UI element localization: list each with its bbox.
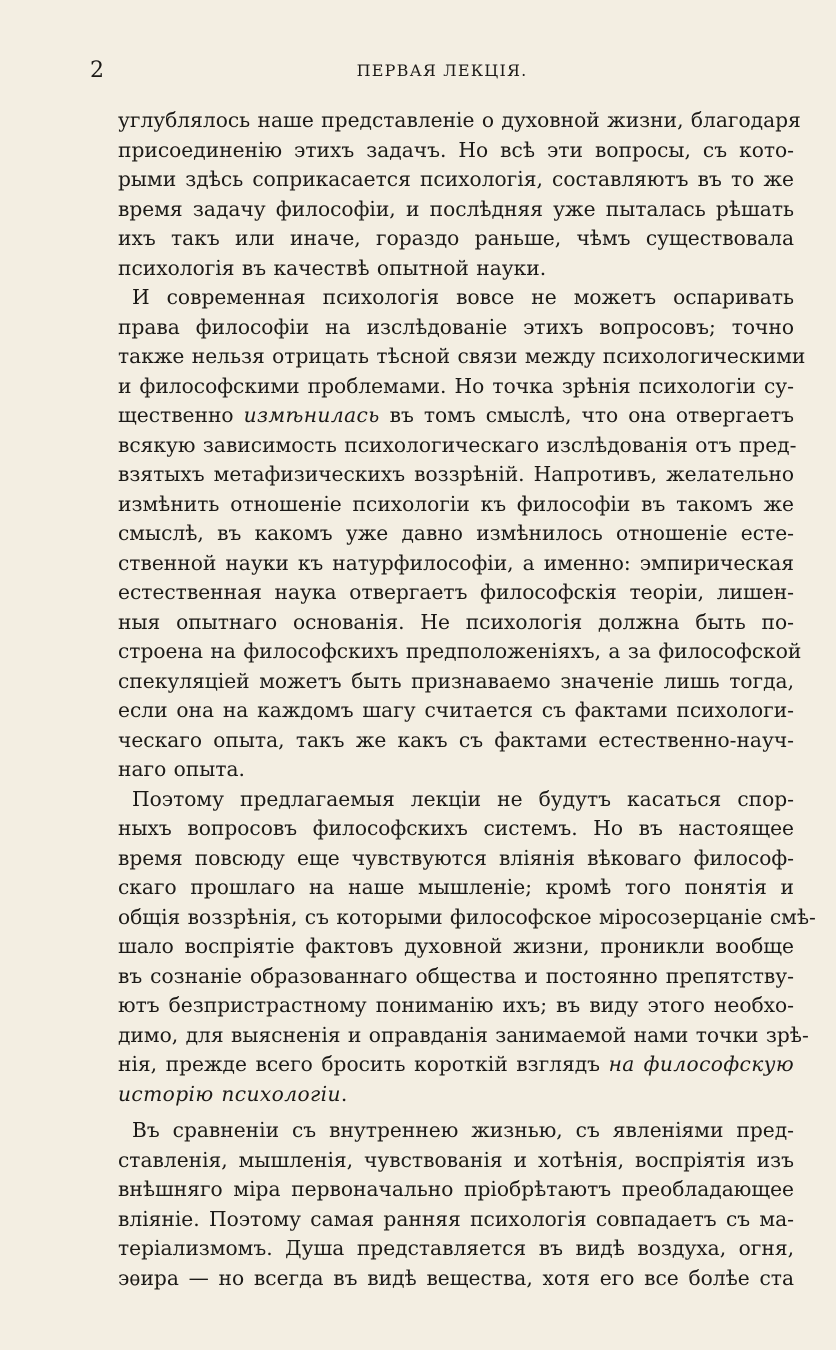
text-line: ставленія, мышленія, чувствованія и хотѣнія, воспріятія изъ <box>118 1147 794 1172</box>
emphasized-text: на философскую <box>608 1052 794 1076</box>
page-header <box>90 58 794 84</box>
text-line: время задачу философіи, и послѣдняя уже пыталась рѣшать <box>118 196 794 221</box>
text-line: скаго прошлаго на наше мышленіе; кромѣ того понятія и <box>118 875 794 899</box>
text-line: если она на каждомъ шагу считается съ фактами психологи- <box>118 698 794 722</box>
text-line: ческаго опыта, такъ же какъ съ фактами естественно-науч- <box>118 727 794 752</box>
text-line: общія воззрѣнія, съ которыми философское міросозерцаніе смѣ- <box>118 904 816 929</box>
body-text-block-1 <box>118 106 816 1109</box>
text-line: въ сознаніе образованнаго общества и постоянно препятству- <box>118 963 794 988</box>
text-line: ихъ такъ или иначе, гораздо раньше, чѣмъ существовала <box>118 226 794 250</box>
text-line: внѣшняго міра первоначально пріобрѣтаютъ преобладающее <box>118 1177 794 1201</box>
text-line-with-emphasis <box>118 1080 794 1110</box>
text-line: вліяніе. Поэтому самая ранняя психологія совпадаетъ съ ма- <box>118 1206 794 1231</box>
text-line: шало воспріятіе фактовъ духовной жизни, проникли вообще <box>118 934 794 958</box>
text-line: ныя опытнаго основанія. Не психологія должна быть по- <box>118 609 794 634</box>
text-line: время повсюду еще чувствуются вліянія вѣковаго философ- <box>118 845 794 870</box>
text-line: также нельзя отрицать тѣсной связи между психологическими <box>118 344 806 368</box>
text-line: смыслѣ, въ какомъ уже давно измѣнилось отношеніе есте- <box>118 521 794 545</box>
text-run: нія, прежде всего бросить короткій взглядъ <box>118 1052 609 1076</box>
emphasized-text: измѣнилась <box>243 403 380 427</box>
paragraph-first-line: Поэтому предлагаемыя лекціи не будутъ касаться спор- <box>132 786 794 811</box>
text-line-with-emphasis <box>118 401 794 431</box>
text-line: спекуляціей можетъ быть признаваемо значеніе лишь тогда, <box>118 668 794 693</box>
text-line: взятыхъ метафизическихъ воззрѣній. Напротивъ, желательно <box>118 462 794 486</box>
text-line: димо, для выясненія и оправданія занимаемой нами точки зрѣ- <box>118 1022 809 1047</box>
paragraph-first-line: Въ сравненіи съ внутреннею жизнью, съ явленіями пред- <box>132 1118 794 1142</box>
text-line: измѣнить отношеніе психологіи къ философіи въ такомъ же <box>118 491 794 516</box>
text-line: углублялось наше представленіе о духовной жизни, благодаря <box>118 108 801 132</box>
text-line: психологія въ качествѣ опытной науки. <box>118 255 547 280</box>
text-line: ютъ безпристрастному пониманію ихъ; въ виду этого необхо- <box>118 993 794 1017</box>
text-line: всякую зависимость психологическаго изслѣдованія отъ пред- <box>118 432 797 457</box>
text-line: присоединенію этихъ задачъ. Но всѣ эти вопросы, съ кото- <box>118 137 794 162</box>
text-run: щественно <box>118 403 244 427</box>
text-run: . <box>340 1081 348 1106</box>
body-text-block-2 <box>118 1116 794 1293</box>
text-line: строена на философскихъ предположеніяхъ, а за философской <box>118 639 802 663</box>
text-line: и философскими проблемами. Но точка зрѣнія психологіи су- <box>118 373 794 398</box>
text-line: рыми здѣсь соприкасается психологія, составляютъ въ то же <box>118 167 794 191</box>
text-line: теріализмомъ. Душа представляется въ видѣ воздуха, огня, <box>118 1236 794 1260</box>
text-line-with-emphasis <box>118 1050 794 1080</box>
page-number: 2 <box>90 58 104 83</box>
text-run: въ томъ смыслѣ, что она отвергаетъ <box>379 403 794 427</box>
text-line: ныхъ вопросовъ философскихъ системъ. Но въ настоящее <box>118 816 794 840</box>
text-line: ственной науки къ натурфилософіи, а именно: эмпирическая <box>118 550 794 575</box>
text-line: естественная наука отвергаетъ философскія теоріи, лишен- <box>118 580 794 604</box>
running-title: ПЕРВАЯ ЛЕКЦІЯ. <box>356 61 528 80</box>
text-line: права философіи на изслѣдованіе этихъ вопросовъ; точно <box>118 314 794 339</box>
text-line: эѳира — но всегда въ видѣ вещества, хотя его все болѣе ста <box>118 1265 794 1290</box>
text-line: наго опыта. <box>118 757 245 781</box>
paragraph-first-line: И современная психологія вовсе не можетъ оспаривать <box>132 285 794 309</box>
emphasized-text: исторію психологіи <box>118 1081 341 1106</box>
